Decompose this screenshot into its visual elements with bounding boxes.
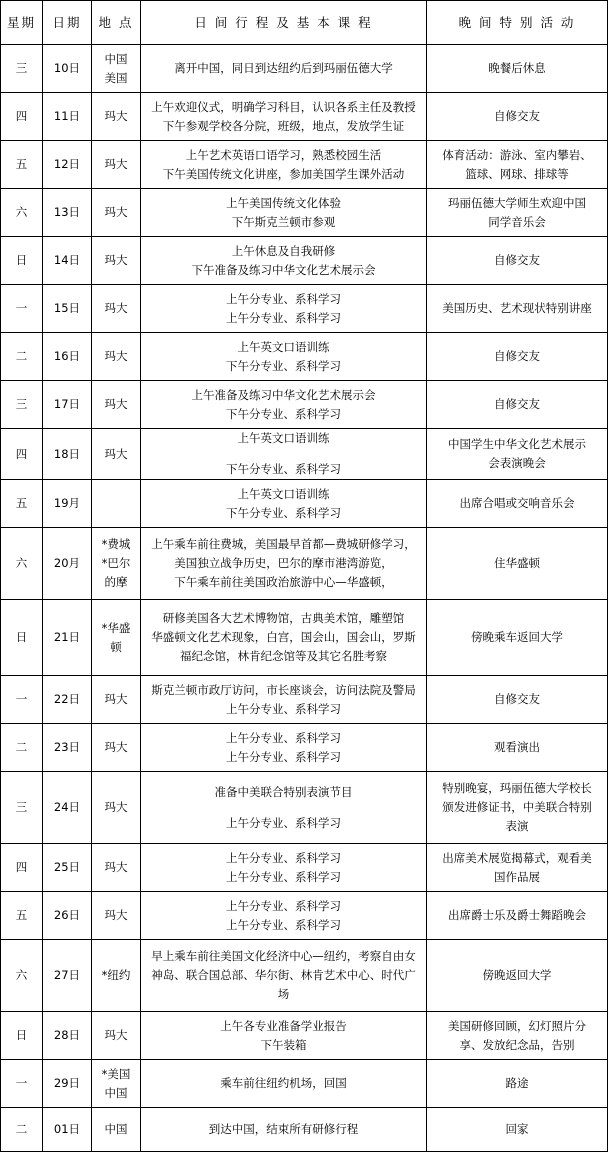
evening-cell-line: 自修交友 xyxy=(494,692,540,706)
table-row xyxy=(1,1012,608,1060)
place-cell xyxy=(92,724,141,772)
table-row xyxy=(1,237,608,285)
evening-cell-line: 路途 xyxy=(505,1076,529,1090)
activities-cell xyxy=(141,724,427,772)
evening-cell-line: 傍晚乘车返回大学 xyxy=(471,630,563,644)
place-cell-line: 顿 xyxy=(110,639,122,654)
activities-cell-line: 上午分专业、系科学习 xyxy=(226,291,341,306)
evening-cell-line: 自修交友 xyxy=(494,397,540,411)
activities-cell-line: 下午参观学校各分院，班级，地点，发放学生证 xyxy=(162,118,405,133)
evening-cell xyxy=(427,381,608,429)
evening-cell xyxy=(427,1012,608,1060)
evening-cell-line: 美国研修回顾，幻灯照片分 xyxy=(448,1018,586,1033)
place-cell xyxy=(92,237,141,285)
evening-cell-line: 体育活动：游泳、室内攀岩、 xyxy=(442,147,592,162)
activities-cell xyxy=(141,1012,427,1060)
place-cell xyxy=(92,844,141,892)
activities-cell-line: 到达中国，结束所有研修行程 xyxy=(208,1122,359,1136)
place-cell-line: 玛大 xyxy=(104,446,128,461)
evening-cell xyxy=(427,429,608,480)
activities-cell xyxy=(141,381,427,429)
evening-cell xyxy=(427,1108,608,1152)
evening-cell xyxy=(427,772,608,844)
activities-cell xyxy=(141,333,427,381)
evening-cell xyxy=(427,333,608,381)
activities-cell xyxy=(141,93,427,141)
place-cell-line: *费城 xyxy=(101,537,131,551)
place-cell-line: 中国 xyxy=(104,51,128,66)
place-cell xyxy=(92,528,141,600)
header-activities: 日 间 行 程 及 基 本 课 程 xyxy=(141,1,427,45)
header-weekday: 星期 xyxy=(1,1,43,45)
place-cell-line: *纽约 xyxy=(101,968,131,982)
activities-cell-line: 上午英文口语训练 xyxy=(237,431,330,445)
header-evening: 晚 间 特 别 活 动 xyxy=(427,1,608,45)
place-cell xyxy=(92,772,141,844)
evening-cell xyxy=(427,528,608,600)
activities-cell-line: 上午分专业、系科学习 xyxy=(226,850,341,865)
place-cell-line: *美国 xyxy=(101,1066,131,1081)
place-cell xyxy=(92,676,141,724)
activities-cell-line: 离开中国，同日到达纽约后到玛丽伍德大学 xyxy=(174,61,393,75)
activities-cell xyxy=(141,1108,427,1152)
date-cell: 23日 xyxy=(43,724,92,772)
place-cell xyxy=(92,1108,141,1152)
activities-cell-line: 上午英文口语训练 xyxy=(237,339,330,354)
table-row xyxy=(1,429,608,480)
activities-cell xyxy=(141,237,427,285)
weekday-cell: 六 xyxy=(1,189,43,237)
activities-cell-line: 下午分专业、系科学习 xyxy=(226,406,341,421)
activities-cell-line: 上午分专业、系科学习 xyxy=(226,917,341,932)
place-cell xyxy=(92,892,141,940)
activities-cell-line: 上午乘车前往费城，美国最早首都—费城研修学习， xyxy=(151,537,416,551)
activities-cell-line: 研修美国各大艺术博物馆，古典美术馆，雕塑馆 xyxy=(162,611,405,625)
activities-cell-line: 上午艺术英语口语学习，熟悉校园生活 xyxy=(185,147,382,162)
place-cell-line: 玛大 xyxy=(104,301,128,315)
place-cell-line: *华盛 xyxy=(101,620,131,635)
activities-cell-line: 下午准备及练习中华文化艺术展示会 xyxy=(191,262,376,277)
place-cell-line: *巴尔 xyxy=(101,556,131,570)
evening-cell-line: 会表演晚会 xyxy=(488,456,546,470)
place-cell xyxy=(92,600,141,676)
table-row xyxy=(1,724,608,772)
evening-cell-line: 出席合唱或交响音乐会 xyxy=(459,496,575,510)
evening-cell xyxy=(427,600,608,676)
place-cell-line: 玛大 xyxy=(104,109,128,123)
weekday-cell: 二 xyxy=(1,724,43,772)
evening-cell-line: 国作品展 xyxy=(494,869,540,884)
date-cell: 19月 xyxy=(43,480,92,528)
weekday-cell: 三 xyxy=(1,381,43,429)
place-cell xyxy=(92,93,141,141)
date-cell: 22日 xyxy=(43,676,92,724)
weekday-cell: 四 xyxy=(1,429,43,480)
weekday-cell: 五 xyxy=(1,892,43,940)
activities-cell-line: 准备中美联合特别表演节目 xyxy=(214,784,353,799)
activities-cell-line: 下午乘车前往美国政治旅游中心—华盛顿， xyxy=(174,575,393,589)
activities-cell xyxy=(141,1060,427,1108)
evening-cell-line: 出席爵士乐及爵士舞蹈晚会 xyxy=(448,908,586,922)
weekday-cell: 四 xyxy=(1,93,43,141)
evening-cell-line: 回家 xyxy=(505,1122,529,1136)
activities-cell xyxy=(141,480,427,528)
activities-cell-line: 上午分专业、系科学习 xyxy=(226,730,341,745)
activities-cell xyxy=(141,141,427,189)
evening-cell xyxy=(427,480,608,528)
activities-cell xyxy=(141,844,427,892)
activities-cell-line: 福纪念馆，林肯纪念馆等及其它名胜考察 xyxy=(180,649,387,663)
place-cell-line: 美国 xyxy=(104,70,128,85)
place-cell xyxy=(92,381,141,429)
evening-cell xyxy=(427,285,608,333)
evening-cell xyxy=(427,940,608,1012)
table-row xyxy=(1,528,608,600)
activities-cell-line: 神岛、联合国总部、华尔街、林肯艺术中心、时代广 xyxy=(151,968,416,982)
activities-cell xyxy=(141,528,427,600)
evening-cell xyxy=(427,237,608,285)
place-cell-line: 玛大 xyxy=(104,253,128,267)
activities-cell xyxy=(141,189,427,237)
header-row xyxy=(1,1,608,45)
evening-cell-line: 表演 xyxy=(505,819,529,833)
date-cell: 29日 xyxy=(43,1060,92,1108)
evening-cell-line: 中国学生中华文化艺术展示 xyxy=(448,437,586,451)
weekday-cell: 五 xyxy=(1,480,43,528)
weekday-cell: 二 xyxy=(1,1108,43,1152)
evening-cell-line: 傍晚返回大学 xyxy=(482,968,552,982)
evening-cell-line: 出席美术展览揭幕式，观看美 xyxy=(442,850,592,865)
place-cell-line: 玛大 xyxy=(104,692,128,706)
place-cell xyxy=(92,1012,141,1060)
table-row xyxy=(1,844,608,892)
weekday-cell: 三 xyxy=(1,772,43,844)
place-cell xyxy=(92,285,141,333)
place-cell xyxy=(92,141,141,189)
activities-cell xyxy=(141,940,427,1012)
table-row xyxy=(1,480,608,528)
date-cell: 17日 xyxy=(43,381,92,429)
evening-cell xyxy=(427,724,608,772)
place-cell-line: 玛大 xyxy=(104,157,128,171)
place-cell-line: 中国 xyxy=(104,1085,128,1100)
weekday-cell: 日 xyxy=(1,600,43,676)
evening-cell xyxy=(427,189,608,237)
activities-cell-line: 上午各专业准备学业报告 xyxy=(220,1018,347,1033)
activities-cell-line: 上午分专业、系科学习 xyxy=(226,898,341,913)
weekday-cell: 一 xyxy=(1,676,43,724)
place-cell-line: 玛大 xyxy=(104,800,128,814)
date-cell: 16日 xyxy=(43,333,92,381)
table-row xyxy=(1,772,608,844)
evening-cell-line: 同学音乐会 xyxy=(488,214,546,229)
place-cell xyxy=(92,45,141,93)
activities-cell xyxy=(141,892,427,940)
activities-cell xyxy=(141,772,427,844)
activities-cell-line: 场 xyxy=(277,987,290,1001)
date-cell: 15日 xyxy=(43,285,92,333)
table-row xyxy=(1,381,608,429)
place-cell xyxy=(92,1060,141,1108)
place-cell-line: 玛大 xyxy=(104,740,128,754)
place-cell xyxy=(92,940,141,1012)
activities-cell-line: 上午分专业、系科学习 xyxy=(226,869,341,884)
activities-cell-line: 上午分专业、系科学习 xyxy=(226,815,341,830)
table-row xyxy=(1,600,608,676)
place-cell-line: 玛大 xyxy=(104,908,128,922)
evening-cell xyxy=(427,1060,608,1108)
activities-cell-line: 下午分专业、系科学习 xyxy=(226,462,341,476)
place-cell-line: 玛大 xyxy=(104,1028,128,1042)
evening-cell-line: 自修交友 xyxy=(494,349,540,363)
header-date: 日期 xyxy=(43,1,92,45)
evening-cell-line: 颁发进修证书，中美联合特别 xyxy=(442,800,592,814)
weekday-cell: 一 xyxy=(1,1060,43,1108)
date-cell: 24日 xyxy=(43,772,92,844)
evening-cell-line: 观看演出 xyxy=(494,740,540,754)
table-row xyxy=(1,1108,608,1152)
activities-cell xyxy=(141,676,427,724)
activities-cell-line: 下午装箱 xyxy=(260,1037,307,1052)
table-row xyxy=(1,676,608,724)
date-cell: 01日 xyxy=(43,1108,92,1152)
place-cell-line: 玛大 xyxy=(104,205,128,219)
activities-cell-line: 上午休息及自我研修 xyxy=(231,243,336,258)
date-cell: 21日 xyxy=(43,600,92,676)
table-row xyxy=(1,1060,608,1108)
table-row xyxy=(1,892,608,940)
place-cell-line: 中国 xyxy=(104,1122,128,1136)
activities-cell-line: 上午准备及练习中华文化艺术展示会 xyxy=(191,387,376,402)
place-cell xyxy=(92,189,141,237)
date-cell: 11日 xyxy=(43,93,92,141)
evening-cell xyxy=(427,676,608,724)
date-cell: 20月 xyxy=(43,528,92,600)
table-row xyxy=(1,285,608,333)
weekday-cell: 五 xyxy=(1,141,43,189)
weekday-cell: 日 xyxy=(1,237,43,285)
date-cell: 12日 xyxy=(43,141,92,189)
activities-cell-line: 美国独立战争历史，巴尔的摩市港湾游览， xyxy=(174,556,393,570)
activities-cell-line: 斯克兰顿市政厅访问，市长座谈会，访问法院及警局 xyxy=(151,682,416,697)
activities-cell-line: 下午美国传统文化讲座，参加美国学生课外活动 xyxy=(162,166,405,181)
weekday-cell: 三 xyxy=(1,45,43,93)
date-cell: 26日 xyxy=(43,892,92,940)
evening-cell-line: 玛丽伍德大学师生欢迎中国 xyxy=(448,195,586,210)
date-cell: 14日 xyxy=(43,237,92,285)
place-cell-line: 玛大 xyxy=(104,349,128,363)
date-cell: 13日 xyxy=(43,189,92,237)
evening-cell-line: 自修交友 xyxy=(494,253,540,267)
activities-cell-line: 上午分专业、系科学习 xyxy=(226,749,341,764)
activities-cell-line xyxy=(143,448,424,460)
evening-cell-line: 晚餐后休息 xyxy=(488,61,546,75)
evening-cell xyxy=(427,844,608,892)
table-row xyxy=(1,940,608,1012)
evening-cell xyxy=(427,892,608,940)
activities-cell-line: 上午美国传统文化体验 xyxy=(226,195,341,210)
activities-cell xyxy=(141,285,427,333)
evening-cell xyxy=(427,45,608,93)
place-cell-line: 的摩 xyxy=(104,575,128,589)
date-cell: 10日 xyxy=(43,45,92,93)
activities-cell-line: 下午斯克兰顿市参观 xyxy=(231,214,336,229)
table-row xyxy=(1,141,608,189)
weekday-cell: 六 xyxy=(1,940,43,1012)
place-cell xyxy=(92,480,141,528)
table-row xyxy=(1,189,608,237)
activities-cell-line: 早上乘车前往美国文化经济中心—纽约，考察自由女 xyxy=(151,949,416,963)
evening-cell-line: 自修交友 xyxy=(494,109,540,123)
table-row xyxy=(1,333,608,381)
table-row xyxy=(1,45,608,93)
evening-cell-line: 享、发放纪念品，告别 xyxy=(459,1037,575,1052)
activities-cell-line: 上午英文口语训练 xyxy=(237,486,330,501)
date-cell: 27日 xyxy=(43,940,92,1012)
activities-cell-line: 乘车前往纽约机场，回国 xyxy=(220,1076,347,1090)
activities-cell-line: 上午分专业、系科学习 xyxy=(226,701,341,716)
evening-cell-line: 美国历史、艺术现状特别讲座 xyxy=(442,301,592,315)
date-cell: 25日 xyxy=(43,844,92,892)
place-cell xyxy=(92,333,141,381)
place-cell xyxy=(92,429,141,480)
activities-cell-line: 上午欢迎仪式，明确学习科目，认识各系主任及教授 xyxy=(151,99,416,114)
place-cell-line: 玛大 xyxy=(104,860,128,874)
weekday-cell: 四 xyxy=(1,844,43,892)
weekday-cell: 一 xyxy=(1,285,43,333)
activities-cell-line: 下午分专业、系科学习 xyxy=(226,358,341,373)
evening-cell xyxy=(427,141,608,189)
place-cell-line: 玛大 xyxy=(104,397,128,411)
date-cell: 18日 xyxy=(43,429,92,480)
activities-cell xyxy=(141,600,427,676)
weekday-cell: 日 xyxy=(1,1012,43,1060)
activities-cell-line: 华盛顿文化艺术现象，白宫，国会山，国会山，罗斯 xyxy=(151,630,416,644)
table-row xyxy=(1,93,608,141)
header-place: 地 点 xyxy=(92,1,141,45)
activities-cell-line: 上午分专业、系科学习 xyxy=(226,310,341,325)
date-cell: 28日 xyxy=(43,1012,92,1060)
evening-cell-line: 特别晚宴，玛丽伍德大学校长 xyxy=(442,781,592,795)
evening-cell-line: 住华盛顿 xyxy=(494,556,540,570)
evening-cell xyxy=(427,93,608,141)
weekday-cell: 二 xyxy=(1,333,43,381)
activities-cell xyxy=(141,45,427,93)
activities-cell xyxy=(141,429,427,480)
activities-cell-line: 下午分专业、系科学习 xyxy=(226,505,341,520)
evening-cell-line: 篮球、网球、排球等 xyxy=(465,166,569,181)
activities-cell-line xyxy=(143,802,424,814)
weekday-cell: 六 xyxy=(1,528,43,600)
